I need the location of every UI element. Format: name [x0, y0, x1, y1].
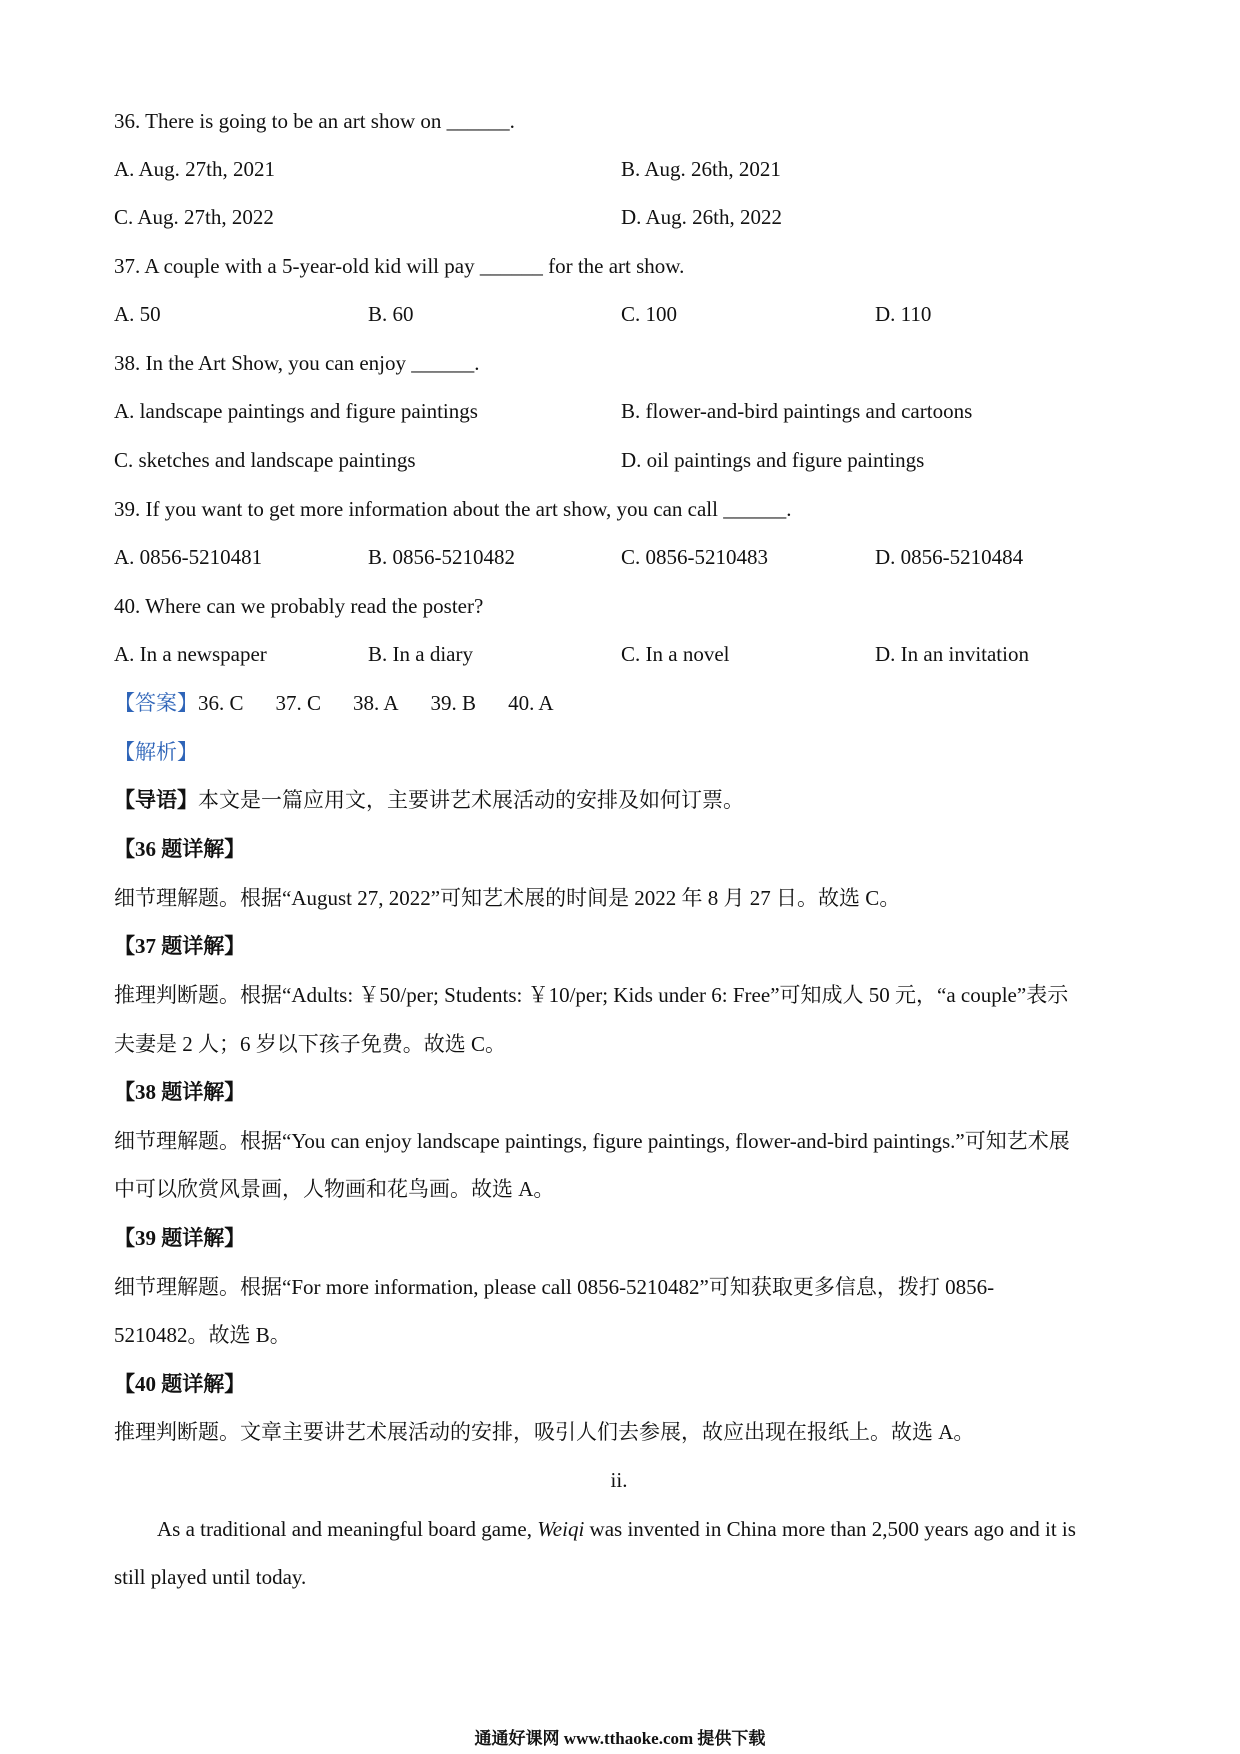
detail-37-line-1: 推理判断题。根据“Adults: ￥50/per; Students: ￥10/per; Kids under 6: Free”可知成人 50 元，“a couple”表示 [114, 983, 1069, 1007]
detail-40-heading: 【40 题详解】 [114, 1372, 246, 1396]
passage-italic-term: Weiqi [537, 1517, 585, 1541]
question-36-option-d: D. Aug. 26th, 2022 [621, 205, 783, 229]
detail-38-heading: 【38 题详解】 [114, 1080, 246, 1104]
passage-line-1 [114, 1515, 1124, 1543]
question-40-option-b: B. In a diary [368, 642, 473, 666]
question-37-option-b: B. 60 [368, 302, 414, 326]
question-38-option-a: A. landscape paintings and figure paintings [114, 399, 478, 423]
question-39-option-d: D. 0856-5210484 [875, 545, 1024, 569]
question-39-option-c: C. 0856-5210483 [621, 545, 768, 569]
intro-text: 本文是一篇应用文，主要讲艺术展活动的安排及如何订票。 [198, 788, 744, 812]
detail-37-line-2: 夫妻是 2 人；6 岁以下孩子免费。故选 C。 [114, 1032, 507, 1056]
detail-39-line-1: 细节理解题。根据“For more information, please call 0856-5210482”可知获取更多信息，拨打 0856- [114, 1275, 995, 1299]
detail-37-heading: 【37 题详解】 [114, 934, 246, 958]
intro-line [114, 786, 1124, 814]
question-36-option-c: C. Aug. 27th, 2022 [114, 205, 274, 229]
intro-label: 【导语】 [114, 788, 198, 812]
detail-36-heading: 【36 题详解】 [114, 837, 246, 861]
passage-text-end: was invented in China more than 2,500 years ago and it is [584, 1517, 1076, 1541]
question-40-option-c: C. In a novel [621, 642, 730, 666]
question-37-option-a: A. 50 [114, 302, 161, 326]
page-footer: 通通好课网 www.tthaoke.com 提供下载 [474, 1729, 766, 1748]
detail-39-heading: 【39 题详解】 [114, 1226, 246, 1250]
question-37-stem: 37. A couple with a 5-year-old kid will pay ______ for the art show. [114, 254, 685, 278]
question-38-option-b: B. flower-and-bird paintings and cartoons [621, 399, 973, 423]
question-36-option-a: A. Aug. 27th, 2021 [114, 157, 276, 181]
answer-36: 36. C [198, 691, 244, 715]
passage-line-2: still played until today. [114, 1565, 307, 1589]
answer-40: 40. A [508, 691, 554, 715]
answer-37: 37. C [275, 691, 322, 715]
question-40-stem: 40. Where can we probably read the poster? [114, 594, 484, 618]
answer-label: 【答案】 [114, 691, 198, 715]
section-marker: ii. [610, 1468, 628, 1492]
answer-39: 39. B [430, 691, 477, 715]
detail-36-line-1: 细节理解题。根据“August 27, 2022”可知艺术展的时间是 2022 年 8 月 27 日。故选 C。 [114, 886, 901, 910]
question-38-option-c: C. sketches and landscape paintings [114, 448, 416, 472]
answer-line [114, 689, 1124, 717]
detail-39-line-2: 5210482。故选 B。 [114, 1323, 291, 1347]
detail-38-line-1: 细节理解题。根据“You can enjoy landscape paintings, figure paintings, flower-and-bird paintings.”可知艺术展 [114, 1129, 1070, 1153]
question-37-option-d: D. 110 [875, 302, 932, 326]
question-39-option-b: B. 0856-5210482 [368, 545, 515, 569]
question-39-stem: 39. If you want to get more information about the art show, you can call ______. [114, 497, 792, 521]
question-37-option-c: C. 100 [621, 302, 678, 326]
question-40-option-d: D. In an invitation [875, 642, 1029, 666]
detail-40-line-1: 推理判断题。文章主要讲艺术展活动的安排，吸引人们去参展，故应出现在报纸上。故选 A。 [114, 1420, 975, 1444]
question-38-stem: 38. In the Art Show, you can enjoy ______. [114, 351, 480, 375]
question-38-option-d: D. oil paintings and figure paintings [621, 448, 925, 472]
question-39-option-a: A. 0856-5210481 [114, 545, 263, 569]
question-40-option-a: A. In a newspaper [114, 642, 267, 666]
passage-text-start: As a traditional and meaningful board game, [157, 1517, 538, 1541]
answer-38: 38. A [353, 691, 399, 715]
question-36-stem: 36. There is going to be an art show on ______. [114, 109, 515, 133]
detail-38-line-2: 中可以欣赏风景画，人物画和花鸟画。故选 A。 [114, 1177, 555, 1201]
analysis-label: 【解析】 [114, 740, 198, 764]
question-36-option-b: B. Aug. 26th, 2021 [621, 157, 781, 181]
